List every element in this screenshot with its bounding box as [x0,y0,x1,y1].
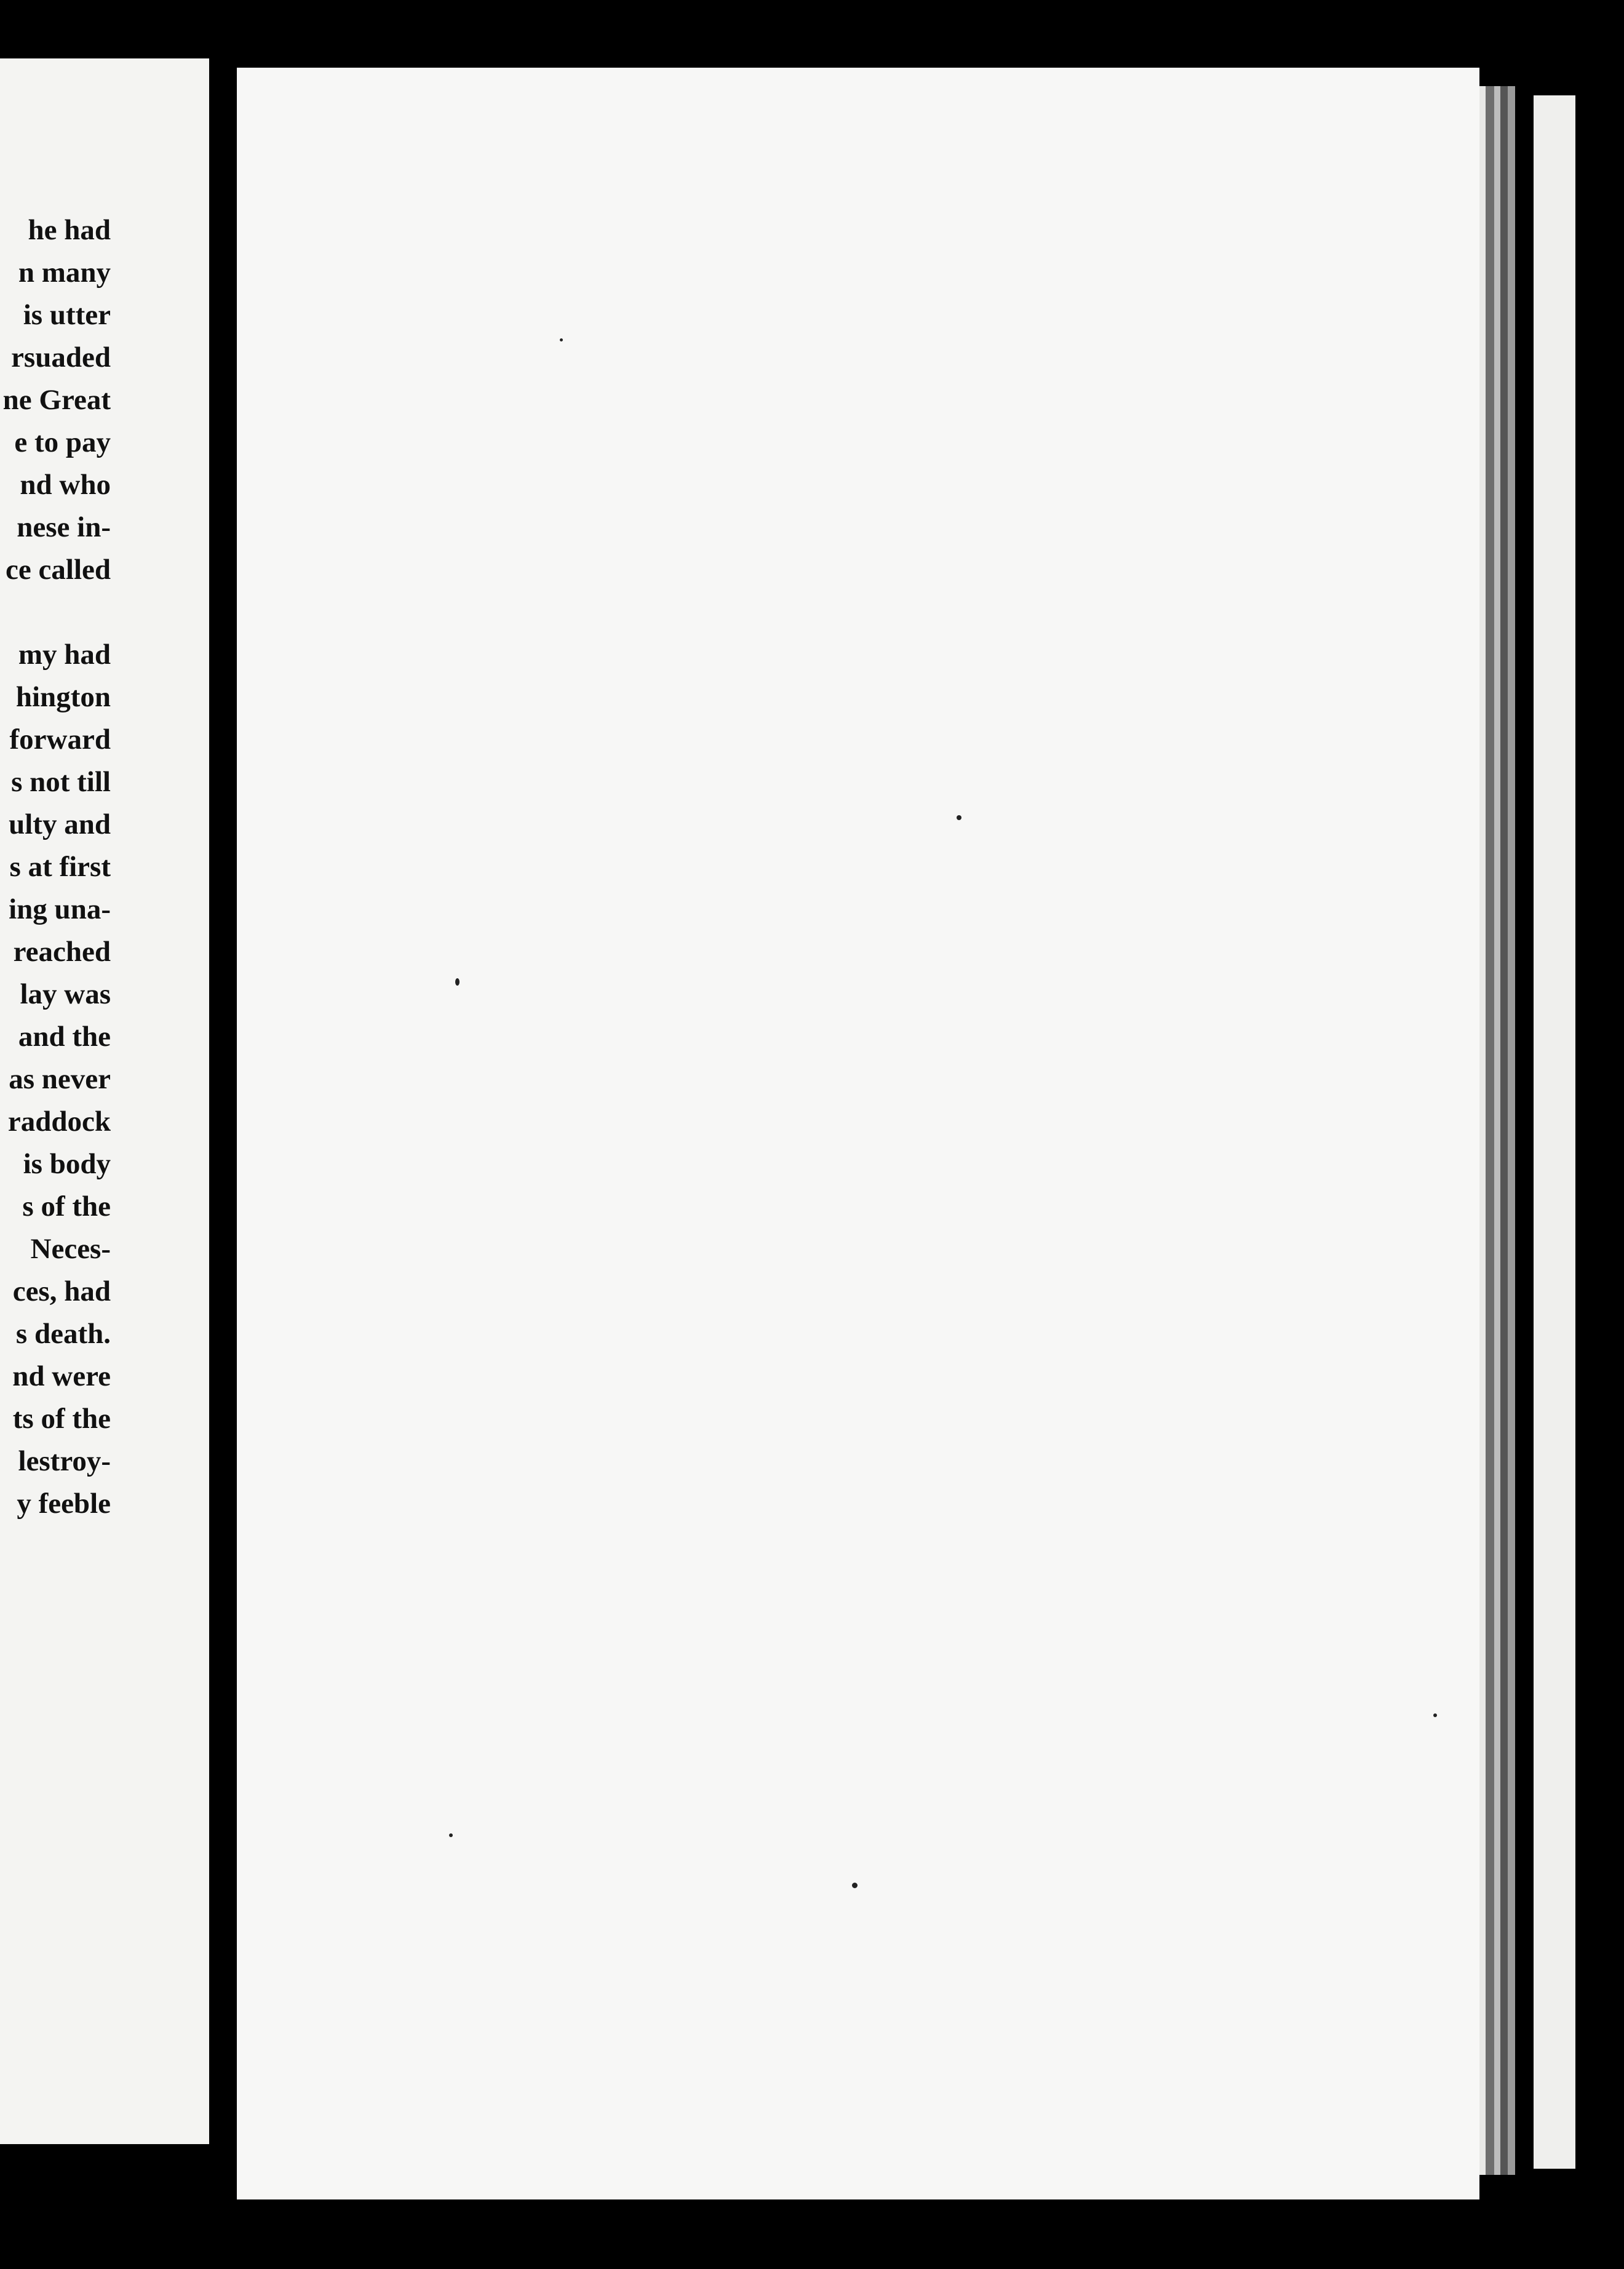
paper-speck [455,978,460,986]
paper-speck [1433,1713,1437,1717]
paper-speck [957,815,961,820]
paper-speck [560,338,563,341]
text-line: y feeble [17,1488,111,1520]
page-edge [1486,86,1494,2175]
text-line: as never [9,1063,111,1095]
text-line: rsuaded [11,341,111,373]
text-line: n many [18,257,111,289]
text-line: raddock [7,1106,111,1138]
page-edge [1500,86,1508,2175]
text-line: lestroy- [18,1445,111,1477]
page-edge [1479,86,1486,2175]
text-line: s not till [11,766,111,798]
text-line: ts of the [12,1403,111,1435]
text-line: ing una- [9,893,111,925]
text-line: s death. [15,1318,111,1350]
text-line: s at first [9,851,111,883]
left-page-text [0,209,111,1525]
text-line: and the [18,1021,111,1053]
text-line: s of the [22,1190,111,1222]
endpaper-strip [1534,95,1575,2169]
text-line: hington [15,681,111,713]
text-line: is body [23,1148,111,1180]
text-line: my had [18,639,111,671]
text-line: reached [13,936,111,968]
text-line: nd who [20,469,111,501]
text-line: ne Great [2,384,111,416]
text-line: ces, had [12,1275,111,1307]
text-line: lay was [20,978,111,1010]
paper-speck [449,1833,453,1837]
left-page [0,58,209,2144]
text-line: forward [9,724,111,756]
text-line: nd were [12,1360,111,1392]
blank-right-page [237,68,1479,2199]
page-edge [1494,86,1500,2175]
page-edge [1508,86,1515,2175]
text-line: is utter [23,299,111,331]
text-line: he had [28,214,111,246]
text-line: Neces- [30,1233,111,1265]
text-line: e to pay [14,426,111,458]
paper-speck [852,1883,858,1888]
text-line: ce called [6,554,111,586]
text-line: ulty and [9,808,111,840]
text-line: nese in- [17,511,111,543]
